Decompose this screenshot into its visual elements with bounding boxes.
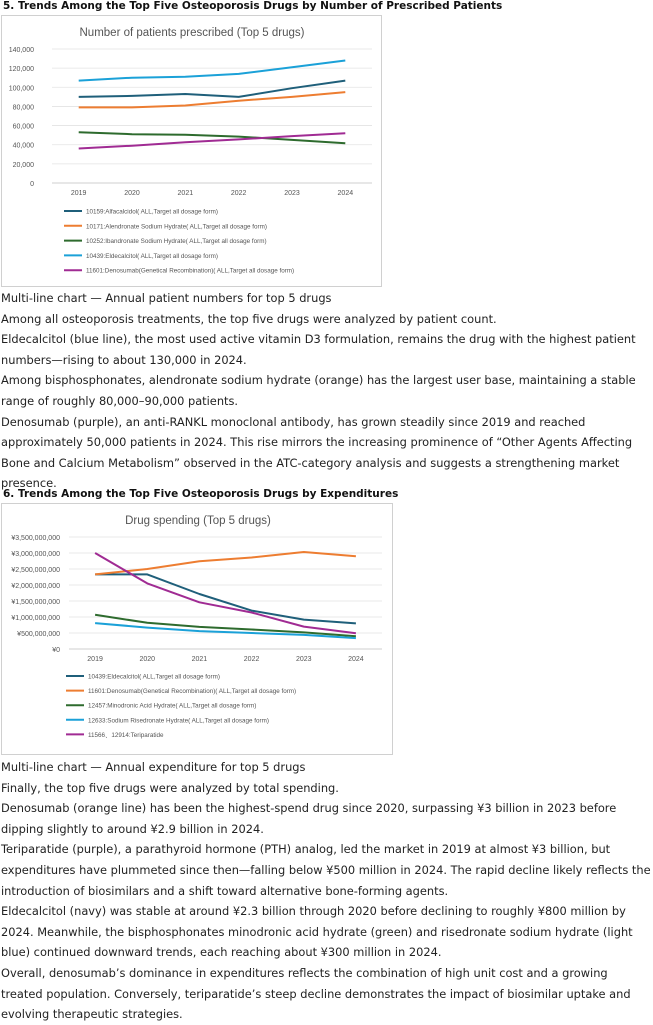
- legend-label: 12633:Sodium Risedronate Hydrate( ALL,Target all dosage form): [88, 717, 269, 725]
- legend-label: 11566、12914:Teriparatide: [88, 731, 164, 739]
- y-tick-label: 80,000: [12, 104, 34, 112]
- series-line: [95, 574, 356, 623]
- series-line: [79, 61, 346, 81]
- legend-label: 12457:Minodronic Acid Hydrate( ALL,Target all dosage form): [88, 702, 257, 710]
- paragraph: Denosumab (purple), an anti-RANKL monoclonal antibody, has grown steadily since 2019 and reached approximately 50,000 patients in 2024. This rise mirrors the increasing prominence of “Other Agents Affecting Bone and Calcium Metabolism” observed in the ATC-category analysis and suggests a strengthening market presence.: [1, 414, 633, 491]
- patients-chart-panel: [1, 15, 382, 287]
- y-tick-label: 20,000: [12, 161, 34, 169]
- x-tick-label: 2019: [87, 656, 103, 663]
- section-6-text: [1, 757, 651, 1025]
- legend-label: 11601:Denosumab(Genetical Recombination)( ALL,Target all dosage form): [86, 267, 295, 275]
- patients-line-chart: [2, 16, 381, 286]
- y-tick-label: 140,000: [8, 47, 34, 54]
- legend-label: 10439:Eldecalcitol( ALL,Target all dosage form): [86, 252, 218, 260]
- series-line: [79, 92, 346, 107]
- y-tick-label: 100,000: [8, 85, 34, 93]
- paragraph: Among bisphosphonates, alendronate sodium hydrate (orange) has the largest user base, maintaining a stable range of roughly 80,000–90,000 patients.: [1, 373, 636, 408]
- y-tick-label: 120,000: [8, 66, 34, 74]
- x-tick-label: 2024: [348, 656, 364, 663]
- x-tick-label: 2019: [70, 190, 87, 197]
- spending-line-chart: [2, 504, 392, 754]
- paragraph: Eldecalcitol (navy) was stable at around ¥2.3 billion through 2020 before declining to roughly ¥800 million by 2024. Meanwhile, the bisphosphonates minodronic acid hydrate (green) and risedronate sodium hydrate (light blue) continued downward trends, each reaching about ¥300 million in 2024.: [1, 904, 633, 960]
- series-line: [79, 81, 346, 97]
- section-6-heading: 6. Trends Among the Top Five Osteoporosis Drugs by Expenditures: [3, 488, 399, 500]
- x-tick-label: 2022: [243, 656, 260, 663]
- y-tick-label: ¥3,500,000,000: [11, 535, 60, 542]
- y-tick-label: ¥0: [52, 647, 60, 654]
- chart-title: Drug spending (Top 5 drugs): [125, 515, 271, 527]
- series-line: [95, 552, 356, 574]
- legend-label: 10171:Alendronate Sodium Hydrate( ALL,Target all dosage form): [86, 223, 267, 231]
- x-tick-label: 2020: [139, 656, 156, 663]
- y-tick-label: 40,000: [12, 142, 34, 150]
- paragraph: Overall, denosumab’s dominance in expenditures reflects the combination of high unit cost and a growing treated population. Conversely, teriparatide’s steep decline demonstrates the impact of biosimilar uptake and evolving therapeutic strategies.: [1, 965, 631, 1022]
- section-5-heading: 5. Trends Among the Top Five Osteoporosis Drugs by Number of Prescribed Patients: [3, 0, 503, 12]
- legend-label: 10159:Alfacalcidol( ALL,Target all dosage form): [86, 208, 218, 216]
- spending-chart-panel: [1, 503, 393, 755]
- paragraph: Teriparatide (purple), a parathyroid hormone (PTH) analog, led the market in 2019 at almost ¥3 billion, but expenditures have plummeted since then—falling below ¥500 million in 2024. The rapid decline likely reflects the introduction of biosimilars and a shift toward alternative bone-forming agents.: [1, 842, 651, 898]
- y-tick-label: ¥1,000,000,000: [11, 615, 60, 622]
- x-tick-label: 2020: [124, 190, 140, 197]
- x-tick-label: 2022: [230, 190, 247, 197]
- y-tick-label: ¥1,500,000,000: [11, 599, 60, 606]
- chart-caption: Multi-line chart — Annual expenditure for top 5 drugs: [1, 760, 306, 774]
- x-tick-label: 2023: [295, 656, 312, 663]
- chart-caption: Multi-line chart — Annual patient numbers for top 5 drugs: [1, 291, 332, 305]
- paragraph: Among all osteoporosis treatments, the top five drugs were analyzed by patient count.: [1, 311, 497, 326]
- paragraph: Finally, the top five drugs were analyzed by total spending.: [1, 780, 339, 795]
- series-line: [95, 623, 356, 638]
- x-tick-label: 2023: [284, 190, 300, 197]
- y-tick-label: ¥3,000,000,000: [11, 551, 60, 558]
- x-tick-label: 2021: [191, 656, 208, 663]
- legend-label: 10439:Eldecalcitol( ALL,Target all dosage form): [88, 673, 220, 681]
- y-tick-label: ¥2,000,000,000: [11, 583, 60, 590]
- paragraph: Eldecalcitol (blue line), the most used active vitamin D3 formulation, remains the drug with the highest patient numbers—rising to about 130,000 in 2024.: [1, 332, 636, 367]
- section-5-text: [1, 288, 651, 494]
- x-tick-label: 2021: [177, 190, 194, 197]
- legend-label: 10252:Ibandronate Sodium Hydrate( ALL,Target all dosage form): [86, 238, 267, 246]
- legend-label: 11601:Denosumab(Genetical Recombination)( ALL,Target all dosage form): [88, 688, 297, 696]
- x-tick-label: 2024: [337, 190, 354, 197]
- y-tick-label: ¥2,500,000,000: [11, 567, 60, 574]
- chart-title: Number of patients prescribed (Top 5 drugs): [79, 27, 305, 39]
- paragraph: Denosumab (orange line) has been the highest-spend drug since 2020, surpassing ¥3 billion in 2023 before dipping slightly to around ¥2.9 billion in 2024.: [1, 801, 617, 836]
- y-tick-label: ¥500,000,000: [17, 631, 60, 638]
- y-tick-label: 60,000: [12, 123, 34, 131]
- y-tick-label: 0: [30, 181, 34, 188]
